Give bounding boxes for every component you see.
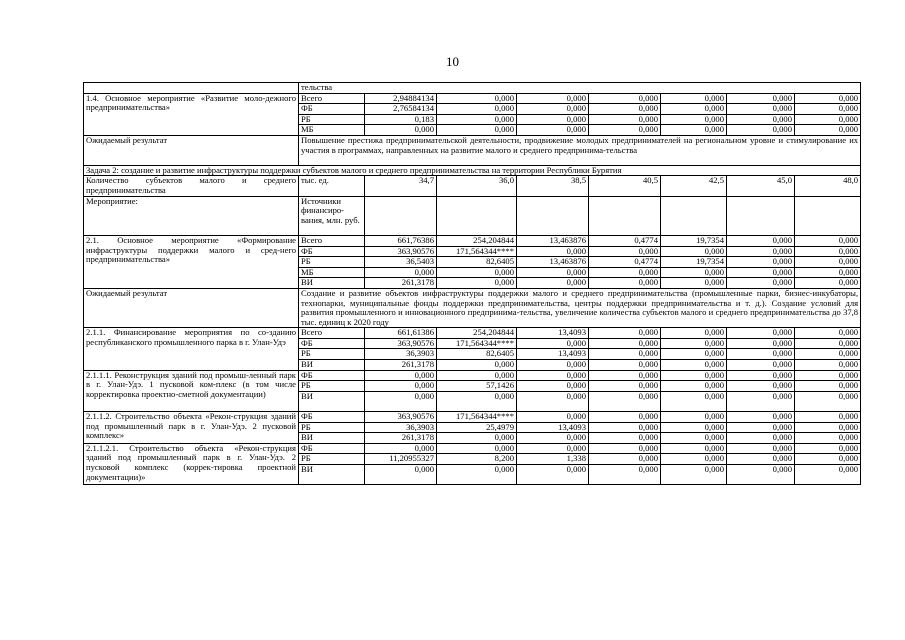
- value-cell: 0,000: [661, 433, 727, 444]
- value-cell: 0,000: [365, 443, 437, 454]
- value-cell: 42,5: [661, 176, 727, 196]
- value-cell: 363,90576: [365, 338, 437, 349]
- source-cell: Источники финансиро-вания, млн. руб.: [299, 196, 365, 235]
- value-cell: 0,000: [661, 246, 727, 257]
- value-cell: 261,3178: [365, 278, 437, 289]
- value-cell: 0,000: [795, 454, 861, 465]
- value-cell: 25,4979: [437, 422, 517, 433]
- source-cell: РБ: [299, 349, 365, 360]
- value-cell: 0,000: [795, 125, 861, 136]
- value-cell: 0,000: [661, 454, 727, 465]
- value-cell: 0,000: [589, 370, 661, 381]
- value-cell: 0,000: [661, 360, 727, 371]
- value-cell: 0,000: [589, 104, 661, 115]
- value-cell: 0,183: [365, 114, 437, 125]
- row-label: Ожидаемый результат: [84, 135, 299, 165]
- value-cell: 0,000: [437, 433, 517, 444]
- value-cell: 1,338: [517, 454, 589, 465]
- value-cell: 0,000: [661, 443, 727, 454]
- value-cell: 0,000: [589, 465, 661, 485]
- value-cell: 0,000: [727, 267, 795, 278]
- row-label: Ожидаемый результат: [84, 288, 299, 327]
- value-cell: 0,000: [437, 114, 517, 125]
- value-cell: 0,000: [517, 93, 589, 104]
- value-cell: 38,5: [517, 176, 589, 196]
- value-cell: 0,000: [589, 93, 661, 104]
- value-cell: 0,000: [517, 391, 589, 411]
- value-cell: 0,000: [365, 381, 437, 392]
- value-cell: 0,000: [795, 370, 861, 381]
- table-row: [84, 328, 861, 339]
- value-cell: 0,000: [437, 360, 517, 371]
- result-text: Повышение престижа предпринимательской деятельности, продвижение молодых предпринимателей на региональном уровне и стимулирование их участия в программах, направленных на развитие малого и среднего предпринима-тельства: [299, 135, 861, 165]
- value-cell: [589, 196, 661, 235]
- source-cell: ВИ: [299, 278, 365, 289]
- row-label: 2.1. Основное мероприятие «Формирование инфраструктуры поддержки малого и сред-него предпринимательства»: [84, 235, 299, 288]
- source-cell: тельства: [299, 83, 861, 94]
- value-cell: 45,0: [727, 176, 795, 196]
- row-label: 2.1.1.2.1. Строительство объекта «Рекон-струкция зданий под промышленный парк в г. Улан-Удэ. 2 пусковой комплекс (коррек-тировка проектной документации)»: [84, 443, 299, 484]
- table-row: [84, 235, 861, 246]
- source-cell: РБ: [299, 454, 365, 465]
- source-cell: РБ: [299, 257, 365, 268]
- value-cell: 363,90576: [365, 246, 437, 257]
- value-cell: 0,000: [727, 125, 795, 136]
- row-label: 2.1.1.1. Реконструкция зданий под промыш-ленный парк в г. Улан-Удэ. 1 пусковой ком-плекс (в том числе корректировка проектно-сметной документации): [84, 370, 299, 411]
- value-cell: 13,4093: [517, 422, 589, 433]
- value-cell: 0,000: [661, 267, 727, 278]
- value-cell: 0,000: [589, 381, 661, 392]
- value-cell: 0,000: [661, 93, 727, 104]
- source-cell: Всего: [299, 328, 365, 339]
- value-cell: 0,000: [727, 465, 795, 485]
- value-cell: 0,000: [437, 104, 517, 115]
- source-cell: МБ: [299, 267, 365, 278]
- value-cell: 57,1426: [437, 381, 517, 392]
- value-cell: 0,000: [589, 433, 661, 444]
- value-cell: 0,000: [795, 443, 861, 454]
- source-cell: РБ: [299, 381, 365, 392]
- source-cell: ФБ: [299, 246, 365, 257]
- value-cell: [661, 196, 727, 235]
- value-cell: 0,000: [727, 235, 795, 246]
- source-cell: ВИ: [299, 465, 365, 485]
- value-cell: 0,000: [727, 370, 795, 381]
- value-cell: 0,000: [589, 443, 661, 454]
- value-cell: 0,000: [365, 125, 437, 136]
- value-cell: [437, 196, 517, 235]
- value-cell: 0,000: [795, 235, 861, 246]
- value-cell: 0,000: [589, 267, 661, 278]
- value-cell: 0,000: [795, 433, 861, 444]
- value-cell: 0,000: [795, 465, 861, 485]
- value-cell: 0,000: [727, 422, 795, 433]
- table-body: [84, 83, 861, 485]
- value-cell: 2,94884134: [365, 93, 437, 104]
- row-label: 1.4. Основное мероприятие «Развитие моло-дежного предпринимательства»: [84, 93, 299, 135]
- value-cell: 0,000: [795, 278, 861, 289]
- value-cell: 0,000: [589, 114, 661, 125]
- value-cell: [365, 196, 437, 235]
- value-cell: 0,000: [437, 465, 517, 485]
- row-label: [84, 83, 299, 94]
- source-cell: ВИ: [299, 391, 365, 411]
- value-cell: 0,000: [517, 370, 589, 381]
- row-label: 2.1.1. Финансирование мероприятия по со-зданию республиканского промышленного парка в г. Улан-Удэ: [84, 328, 299, 370]
- table-row: [84, 443, 861, 454]
- value-cell: 0,000: [517, 114, 589, 125]
- value-cell: 661,76386: [365, 235, 437, 246]
- value-cell: 0,000: [727, 328, 795, 339]
- value-cell: 13,463876: [517, 235, 589, 246]
- value-cell: 0,000: [517, 412, 589, 423]
- value-cell: 19,7354: [661, 257, 727, 268]
- value-cell: 0,000: [517, 278, 589, 289]
- value-cell: 0,000: [727, 93, 795, 104]
- value-cell: 0,000: [661, 104, 727, 115]
- value-cell: 0,000: [661, 328, 727, 339]
- value-cell: 0,000: [727, 443, 795, 454]
- value-cell: 0,000: [727, 454, 795, 465]
- value-cell: 11,20955327: [365, 454, 437, 465]
- value-cell: 254,204844: [437, 235, 517, 246]
- value-cell: 0,000: [517, 246, 589, 257]
- source-cell: МБ: [299, 125, 365, 136]
- value-cell: 0,000: [661, 381, 727, 392]
- value-cell: 0,000: [661, 412, 727, 423]
- value-cell: 0,000: [589, 454, 661, 465]
- source-cell: ФБ: [299, 412, 365, 423]
- value-cell: 0,000: [795, 412, 861, 423]
- value-cell: 0,000: [795, 328, 861, 339]
- value-cell: 0,000: [437, 93, 517, 104]
- value-cell: 0,000: [589, 125, 661, 136]
- value-cell: 0,000: [437, 443, 517, 454]
- value-cell: 0,000: [661, 349, 727, 360]
- value-cell: 0,000: [661, 338, 727, 349]
- value-cell: 8,200: [437, 454, 517, 465]
- value-cell: 0,000: [795, 381, 861, 392]
- result-row: [84, 135, 861, 165]
- result-row: [84, 288, 861, 327]
- source-cell: ФБ: [299, 370, 365, 381]
- value-cell: 0,000: [437, 267, 517, 278]
- value-cell: 171,564344****: [437, 338, 517, 349]
- value-cell: 661,61386: [365, 328, 437, 339]
- value-cell: 0,000: [365, 370, 437, 381]
- value-cell: 0,000: [795, 349, 861, 360]
- value-cell: 0,000: [661, 391, 727, 411]
- value-cell: 36,0: [437, 176, 517, 196]
- source-cell: тыс. ед.: [299, 176, 365, 196]
- value-cell: 0,000: [589, 422, 661, 433]
- value-cell: 0,000: [795, 338, 861, 349]
- value-cell: 0,000: [727, 114, 795, 125]
- value-cell: 0,000: [727, 381, 795, 392]
- result-text: Создание и развитие объектов инфраструктуры поддержки малого и среднего предпринимательства (промышленные парки, бизнес-инкубаторы, технопарки, муниципальные фонды поддержки предпринимательства, центры поддержки предпринимательства и т. д.). Создание условий для развития промышленного и инновационного предпринима-тельства, увеличение количества субъектов малого и среднего предпринимательства до 37,8 тыс. единиц к 2020 году: [299, 288, 861, 327]
- value-cell: 171,564344****: [437, 412, 517, 423]
- value-cell: 0,000: [727, 349, 795, 360]
- table-row: [84, 93, 861, 104]
- value-cell: 0,000: [589, 349, 661, 360]
- value-cell: 0,000: [437, 370, 517, 381]
- task-row: [84, 165, 861, 176]
- page-number: 10: [446, 54, 459, 69]
- value-cell: 0,4774: [589, 257, 661, 268]
- value-cell: 19,7354: [661, 235, 727, 246]
- value-cell: [727, 196, 795, 235]
- value-cell: 0,000: [661, 125, 727, 136]
- value-cell: 0,000: [365, 465, 437, 485]
- value-cell: 82,6405: [437, 349, 517, 360]
- value-cell: 82,6405: [437, 257, 517, 268]
- value-cell: 36,5403: [365, 257, 437, 268]
- source-cell: РБ: [299, 114, 365, 125]
- value-cell: 0,000: [517, 338, 589, 349]
- value-cell: 48,0: [795, 176, 861, 196]
- value-cell: 36,3903: [365, 422, 437, 433]
- value-cell: 0,000: [589, 360, 661, 371]
- value-cell: 13,463876: [517, 257, 589, 268]
- value-cell: 40,5: [589, 176, 661, 196]
- value-cell: 2,76584134: [365, 104, 437, 115]
- value-cell: 0,000: [795, 93, 861, 104]
- value-cell: 0,000: [661, 465, 727, 485]
- value-cell: 0,000: [795, 257, 861, 268]
- value-cell: 363,90576: [365, 412, 437, 423]
- value-cell: 0,000: [727, 433, 795, 444]
- value-cell: 0,000: [727, 360, 795, 371]
- value-cell: 0,000: [589, 412, 661, 423]
- table-row: [84, 370, 861, 381]
- value-cell: 0,000: [517, 381, 589, 392]
- table-row: [84, 412, 861, 423]
- value-cell: 0,000: [727, 246, 795, 257]
- task-text: Задача 2: создание и развитие инфраструктуры поддержки субъектов малого и среднего предпринимательства на территории Республики Бурятия: [84, 165, 861, 176]
- value-cell: [517, 196, 589, 235]
- table-row: [84, 83, 861, 94]
- value-cell: 254,204844: [437, 328, 517, 339]
- value-cell: 0,000: [517, 125, 589, 136]
- value-cell: 13,4093: [517, 328, 589, 339]
- value-cell: 0,000: [589, 338, 661, 349]
- value-cell: 261,3178: [365, 433, 437, 444]
- value-cell: 0,000: [437, 278, 517, 289]
- value-cell: 0,000: [365, 267, 437, 278]
- table-row: [84, 196, 861, 235]
- source-cell: ФБ: [299, 338, 365, 349]
- value-cell: 34,7: [365, 176, 437, 196]
- program-table: [83, 82, 861, 485]
- value-cell: 0,000: [795, 360, 861, 371]
- value-cell: 0,000: [795, 114, 861, 125]
- value-cell: 0,000: [517, 104, 589, 115]
- source-cell: Всего: [299, 235, 365, 246]
- value-cell: 0,000: [437, 391, 517, 411]
- source-cell: ВИ: [299, 360, 365, 371]
- source-cell: ФБ: [299, 104, 365, 115]
- value-cell: 0,4774: [589, 235, 661, 246]
- value-cell: 0,000: [795, 267, 861, 278]
- value-cell: 0,000: [727, 338, 795, 349]
- value-cell: 0,000: [589, 328, 661, 339]
- value-cell: 13,4093: [517, 349, 589, 360]
- value-cell: 0,000: [589, 391, 661, 411]
- value-cell: 0,000: [727, 104, 795, 115]
- source-cell: ФБ: [299, 443, 365, 454]
- value-cell: 0,000: [517, 267, 589, 278]
- row-label: Количество субъектов малого и среднего предпринимательства: [84, 176, 299, 196]
- value-cell: [795, 196, 861, 235]
- value-cell: 0,000: [589, 246, 661, 257]
- value-cell: 0,000: [727, 412, 795, 423]
- source-cell: РБ: [299, 422, 365, 433]
- value-cell: 0,000: [661, 278, 727, 289]
- value-cell: 0,000: [795, 246, 861, 257]
- value-cell: 0,000: [517, 443, 589, 454]
- value-cell: 0,000: [517, 433, 589, 444]
- value-cell: 0,000: [661, 114, 727, 125]
- value-cell: 0,000: [589, 278, 661, 289]
- value-cell: 0,000: [795, 422, 861, 433]
- value-cell: 0,000: [517, 465, 589, 485]
- value-cell: 0,000: [727, 278, 795, 289]
- value-cell: 0,000: [661, 422, 727, 433]
- row-label: 2.1.1.2. Строительство объекта «Рекон-струкция зданий под промышленный парк в г. Улан-Удэ. 2 пусковой комплекс»: [84, 412, 299, 444]
- source-cell: ВИ: [299, 433, 365, 444]
- value-cell: 0,000: [795, 104, 861, 115]
- source-cell: Всего: [299, 93, 365, 104]
- value-cell: 0,000: [661, 370, 727, 381]
- value-cell: 0,000: [517, 360, 589, 371]
- value-cell: 0,000: [437, 125, 517, 136]
- table-row: [84, 176, 861, 196]
- value-cell: 0,000: [727, 257, 795, 268]
- value-cell: 261,3178: [365, 360, 437, 371]
- value-cell: 36,3903: [365, 349, 437, 360]
- value-cell: 171,564344****: [437, 246, 517, 257]
- value-cell: 0,000: [727, 391, 795, 411]
- row-label: Мероприятие:: [84, 196, 299, 235]
- value-cell: 0,000: [795, 391, 861, 411]
- value-cell: 0,000: [365, 391, 437, 411]
